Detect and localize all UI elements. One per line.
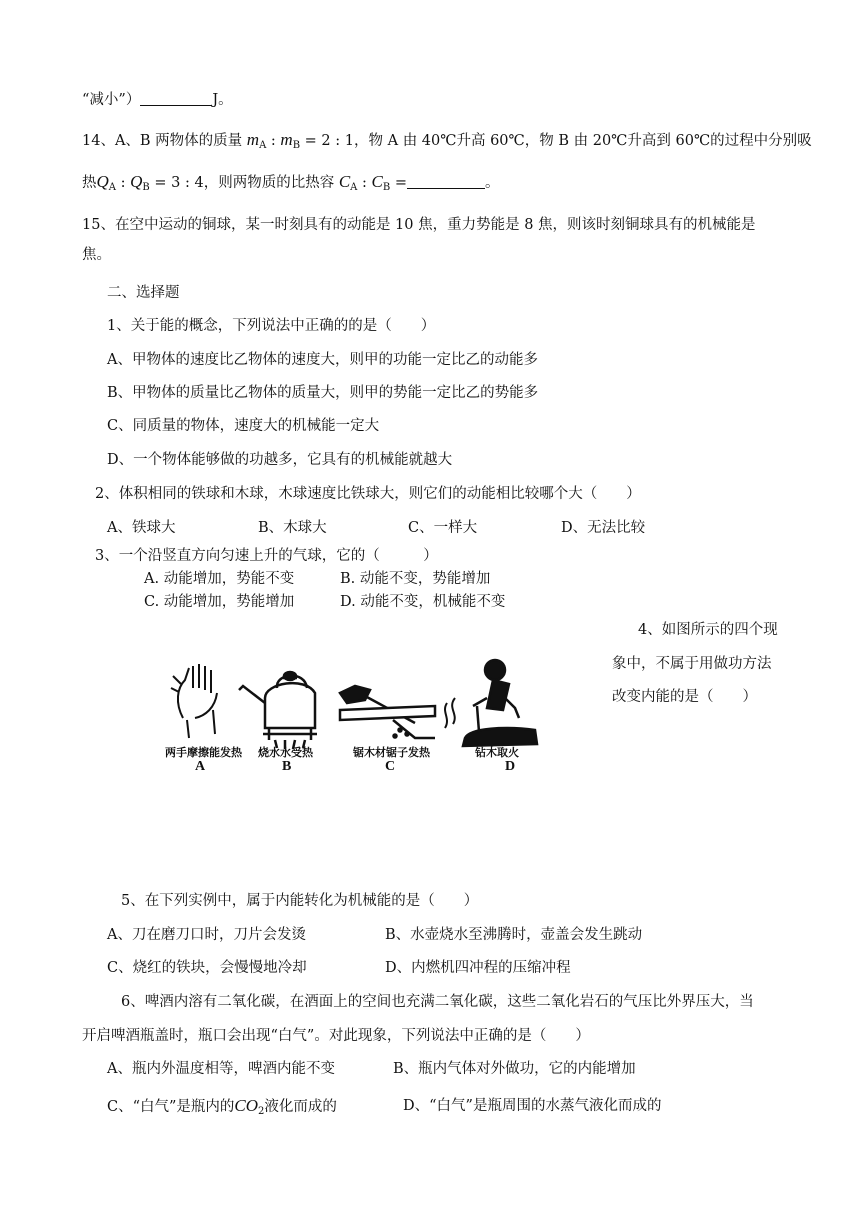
- choice-3-option-b: B. 动能不变，势能增加: [340, 571, 491, 587]
- figure-caption-c: 锯木材锯子发热: [353, 746, 430, 759]
- heat-a-subscript: A: [108, 182, 117, 193]
- choice-5-option-b: B、水壶烧水至沸腾时，壶盖会发生跳动: [385, 927, 643, 943]
- choice-2-option-a: A、铁球大: [107, 520, 176, 536]
- choice-1-option-b: B、甲物体的质量比乙物体的质量大，则甲的势能一定比乙的势能多: [107, 385, 539, 401]
- q15-line1: 15、在空中运动的铜球，某一时刻具有的动能是 10 焦，重力势能是 8 焦，则该时刻铜球具有的机械能是: [82, 217, 756, 233]
- choice-6-option-c: [107, 1096, 337, 1122]
- mass-a-subscript: A: [259, 140, 267, 151]
- choice-3-option-c: C. 动能增加，势能增加: [144, 594, 295, 610]
- specific-heat-a-subscript: A: [350, 182, 358, 193]
- figure-caption-a: 两手摩擦能发热: [165, 746, 242, 759]
- q13-tail: [82, 90, 233, 110]
- specific-heat-a-symbol: C: [338, 172, 351, 191]
- mass-b-subscript: B: [292, 140, 301, 151]
- choice-2-option-b: B、木球大: [258, 520, 327, 536]
- figure-label-b: B: [282, 759, 292, 774]
- choice-2-option-d: D、无法比较: [561, 520, 646, 536]
- rubbing-hands-illustration: [171, 664, 217, 738]
- co2-subscript: 2: [258, 1106, 265, 1117]
- choice-5-stem: 5、在下列实例中，属于内能转化为机械能的是（ ）: [121, 893, 479, 909]
- heat-b-symbol: Q: [130, 172, 143, 191]
- equals-sign: =: [394, 175, 407, 191]
- choice-4-stem-line2: 象中，不属于用做功方法: [612, 656, 772, 672]
- co2-formula: CO: [234, 1096, 259, 1115]
- section-heading: 二、选择题: [107, 285, 180, 301]
- heat-a-symbol: Q: [96, 172, 109, 191]
- choice-3-option-a: A. 动能增加，势能不变: [144, 571, 295, 587]
- q14-line1: [82, 130, 812, 156]
- ratio-colon: :: [270, 133, 276, 149]
- q14-text-2: ，物 A 由 40℃升高 60℃，物 B 由 20℃升高到 60℃的过程中分别吸: [354, 133, 812, 149]
- mass-ratio: = 2 : 1: [304, 133, 354, 149]
- figure-label-a: A: [195, 759, 206, 774]
- mass-a-symbol: m: [246, 130, 260, 149]
- energy-figure: [165, 648, 585, 778]
- q14-text-1: 14、A、B 两物体的质量: [82, 133, 243, 149]
- q14-line2: 热$Q_A$ : $Q_B = 3$ : 4，则两物质的比热容 $C_A$ : $C_B$ = 。: [82, 172, 500, 193]
- figure-caption-b: 烧水水受热: [258, 746, 313, 759]
- choice-5-option-d: D、内燃机四冲程的压缩冲程: [385, 960, 571, 976]
- specific-heat-b-symbol: C: [371, 172, 383, 191]
- q14-text-3: 热: [82, 175, 97, 191]
- figure-caption-d: 钻木取火: [475, 746, 519, 759]
- choice-5-option-c: C、烧红的铁块，会慢慢地冷却: [107, 960, 307, 976]
- mass-b-symbol: m: [280, 130, 293, 149]
- choice-3-option-d: D. 动能不变，机械能不变: [340, 594, 506, 610]
- heat-ratio: = 3 : 4: [154, 175, 204, 191]
- figure-label-d: D: [505, 759, 516, 774]
- choice-6-option-b: B、瓶内气体对外做功，它的内能增加: [393, 1061, 636, 1077]
- choice-2-option-c: C、一样大: [408, 520, 478, 536]
- choice-6-stem-line1: 6、啤酒内溶有二氧化碳，在酒面上的空间也充满二氧化碳，这些二氧化岩石的气压比外界压大，当: [121, 994, 754, 1010]
- choice-5-option-a: A、刀在磨刀口时，刀片会发烫: [107, 927, 306, 943]
- option-c-text: C、“白气”是瓶内的: [107, 1099, 235, 1115]
- option-c-text-end: 液化而成的: [264, 1099, 337, 1115]
- choice-1-stem: 1、关于能的概念，下列说法中正确的的是（ ）: [107, 318, 436, 334]
- choice-3-stem: 3、一个沿竖直方向匀速上升的气球，它的（ ）: [95, 548, 438, 564]
- specific-heat-b-subscript: B: [382, 182, 391, 193]
- choice-1-option-a: A、甲物体的速度比乙物体的速度大，则甲的功能一定比乙的动能多: [107, 352, 538, 368]
- drilling-fire-illustration: [445, 660, 537, 746]
- answer-blank: [140, 91, 212, 106]
- choice-2-stem: 2、体积相同的铁球和木球，木球速度比铁球大，则它们的动能相比较哪个大（ ）: [95, 486, 641, 502]
- figure-label-c: C: [385, 759, 396, 774]
- choice-6-option-d: D、“白气”是瓶周围的水蒸气液化而成的: [403, 1098, 662, 1114]
- choice-1-option-d: D、一个物体能够做的功越多，它具有的机械能就越大: [107, 452, 453, 468]
- choice-4-stem-line1: 4、如图所示的四个现: [638, 622, 778, 638]
- kettle-illustration: [239, 672, 317, 749]
- q13-unit: J。: [212, 92, 233, 108]
- choice-6-stem-line2: 开启啤酒瓶盖时，瓶口会出现“白气”。对此现象，下列说法中正确的是（ ）: [82, 1028, 590, 1044]
- choice-4-stem-line3: 改变内能的是（ ）: [612, 689, 757, 705]
- choice-1-option-c: C、同质量的物体，速度大的机械能一定大: [107, 418, 380, 434]
- q15-line2: 焦。: [82, 247, 111, 263]
- q14-text-4: ，则两物质的比热容: [203, 175, 335, 191]
- heat-b-subscript: B: [142, 182, 150, 193]
- saw-illustration: [340, 686, 435, 738]
- q13-tail-text: “减小”）: [82, 92, 141, 108]
- answer-blank: [407, 174, 485, 189]
- choice-6-option-a: A、瓶内外温度相等，啤酒内能不变: [107, 1061, 335, 1077]
- period: 。: [484, 175, 500, 191]
